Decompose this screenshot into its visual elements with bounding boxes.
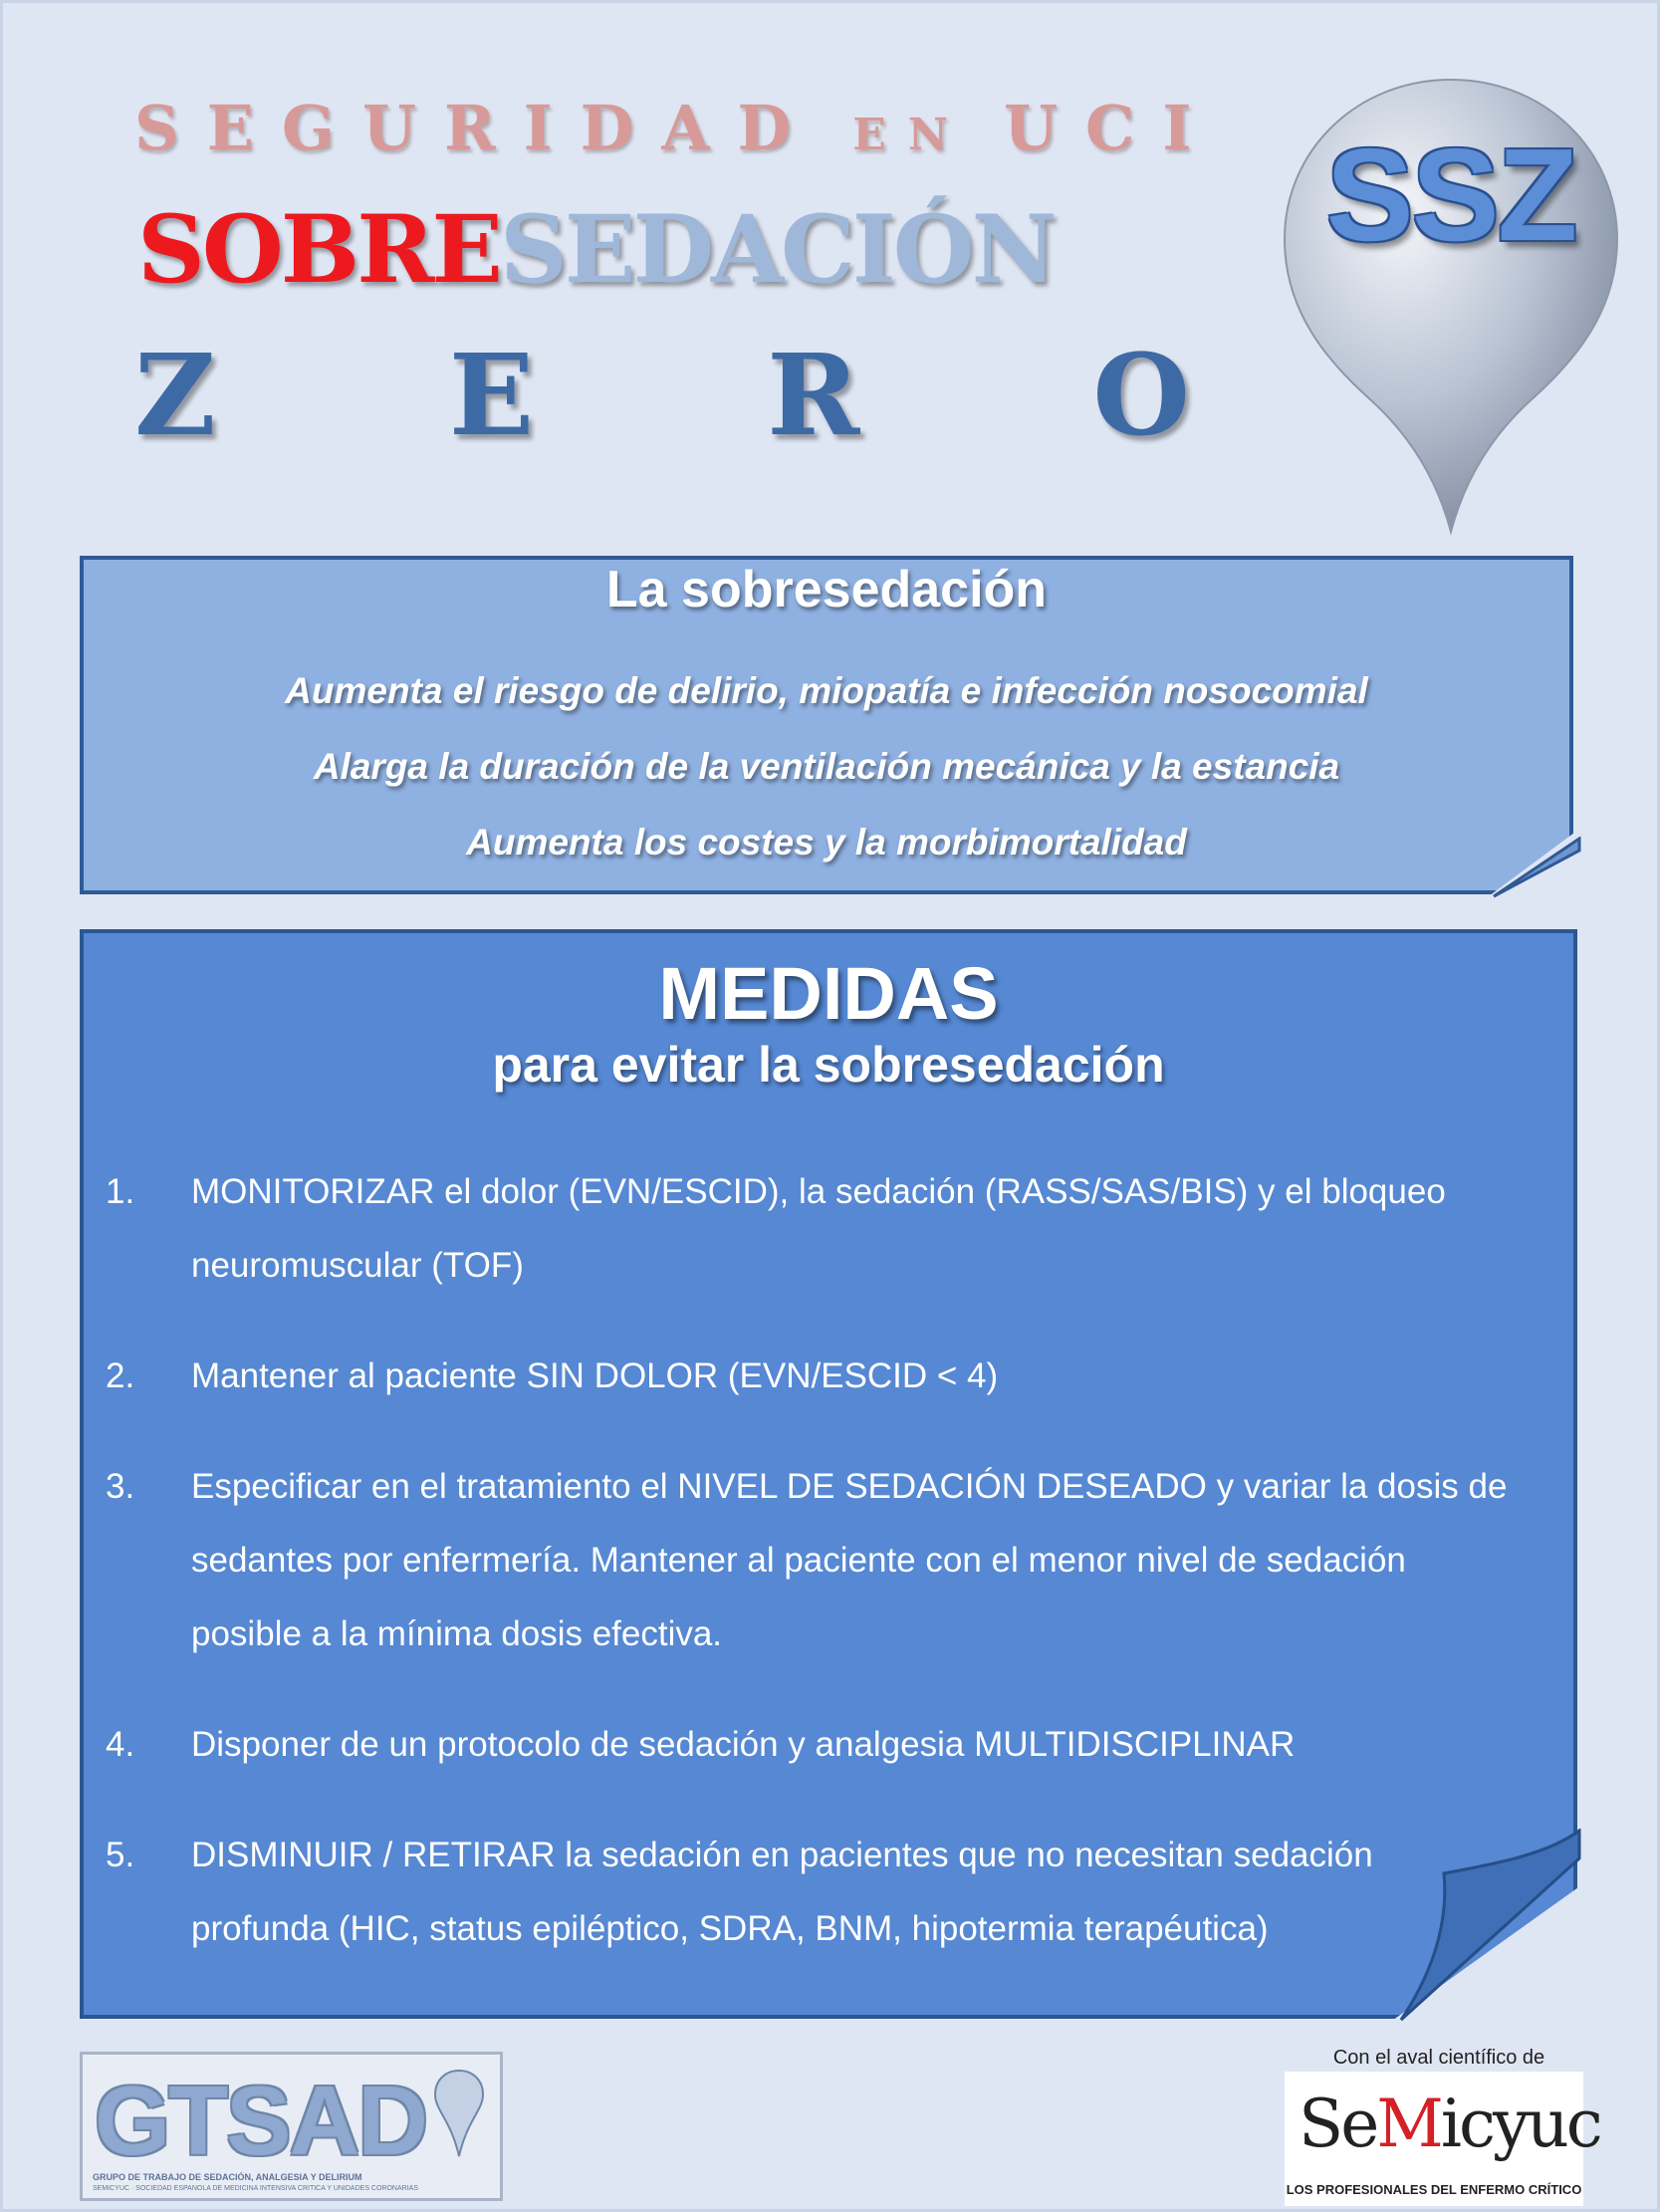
header-word-en: EN xyxy=(852,110,970,160)
gtsad-subtitle-2: SEMICYUC · SOCIEDAD ESPAÑOLA DE MEDICINA INTENSIVA CRÍTICA Y UNIDADES CORONARIAS xyxy=(93,2185,418,2192)
aval-label: Con el aval científico de xyxy=(1332,2047,1545,2069)
semicyuc-part: M xyxy=(1376,2086,1441,2162)
list-item xyxy=(80,1155,1514,1303)
zero-letter: R xyxy=(767,331,860,461)
header-sobresedacion xyxy=(137,195,1213,305)
list-number: 4. xyxy=(106,1725,135,1764)
medidas-subtitle: para evitar la sobresedación xyxy=(492,1037,1165,1093)
header-zero xyxy=(134,331,1190,461)
list-number: 3. xyxy=(106,1467,135,1506)
list-item xyxy=(80,1450,1514,1671)
box1-line: Aumenta los costes y la morbimortalidad xyxy=(466,822,1187,862)
medidas-list xyxy=(80,1155,1514,2003)
list-item xyxy=(80,1708,1514,1782)
header-word-seguridad: SEGURIDAD xyxy=(134,92,820,164)
zero-letter: E xyxy=(448,331,535,461)
box1-title: La sobresedación xyxy=(605,561,1048,618)
header-word-uci: UCI xyxy=(1003,92,1220,164)
list-text: DISMINUIR / RETIRAR la sedación en pacientes que no necesitan sedación profunda (HIC, status epiléptico, SDRA, BNM, hipotermia terapéutica) xyxy=(191,1836,1373,1948)
list-text: Disponer de un protocolo de sedación y analgesia MULTIDISCIPLINAR xyxy=(191,1725,1296,1764)
box1-lines xyxy=(80,662,1573,889)
header-seguridad-en-uci xyxy=(134,92,1220,164)
list-text: Especificar en el tratamiento el NIVEL DE SEDACIÓN DESEADO y variar la dosis de sedantes por enfermería. Mantener al paciente con el menor nivel de sedación posible a la mínima dosis efectiva. xyxy=(191,1467,1508,1653)
semicyuc-logo-text xyxy=(1299,2086,1600,2162)
semicyuc-part: Se xyxy=(1299,2086,1377,2162)
semicyuc-tagline: LOS PROFESIONALES DEL ENFERMO CRÍTICO xyxy=(1286,2182,1582,2197)
list-number: 5. xyxy=(106,1836,135,1874)
medidas-title: MEDIDAS xyxy=(658,952,999,1035)
zero-letter: Z xyxy=(134,331,216,461)
list-item xyxy=(80,1340,1514,1413)
box1-line: Alarga la duración de la ventilación mecánica y la estancia xyxy=(313,746,1340,787)
ssz-badge: SSZ xyxy=(1325,122,1576,268)
gtsad-logo-text: GTSAD xyxy=(95,2066,426,2175)
header-word-sedacion: SEDACIÓN xyxy=(499,195,1055,305)
list-number: 1. xyxy=(106,1172,135,1211)
semicyuc-part: icyuc xyxy=(1440,2086,1600,2162)
list-number: 2. xyxy=(106,1356,135,1395)
list-item xyxy=(80,1819,1514,1966)
zero-letter: O xyxy=(1092,331,1190,461)
semicyuc-logo xyxy=(1285,2072,1600,2206)
list-text: Mantener al paciente SIN DOLOR (EVN/ESCID < 4) xyxy=(191,1356,999,1395)
list-text: MONITORIZAR el dolor (EVN/ESCID), la sedación (RASS/SAS/BIS) y el bloqueo neuromuscular (TOF) xyxy=(191,1172,1446,1285)
gtsad-subtitle: GRUPO DE TRABAJO DE SEDACIÓN, ANALGESIA Y DELIRIUM xyxy=(93,2172,362,2182)
box1-line: Aumenta el riesgo de delirio, miopatía e infección nosocomial xyxy=(285,670,1368,711)
header-word-sobre: SOBRE xyxy=(137,195,500,305)
gtsad-logo xyxy=(80,2052,503,2201)
map-pin-icon xyxy=(433,2069,485,2158)
